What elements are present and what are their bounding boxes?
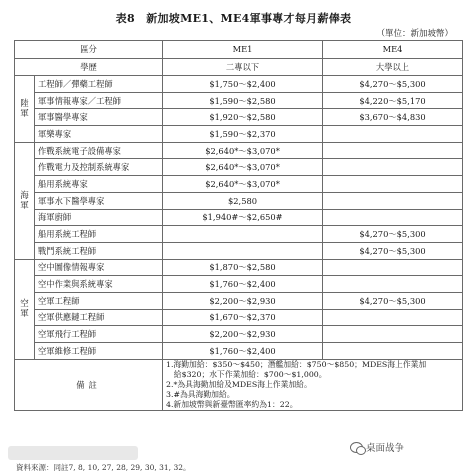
source-note: 資料來源：同註7, 8, 10, 27, 28, 29, 30, 31, 32。	[16, 463, 191, 472]
specialty-name: 海軍廚師	[35, 209, 163, 226]
table-row	[15, 109, 463, 126]
watermark-text: 桌面战争	[366, 443, 405, 454]
notes-label: 備註	[15, 359, 163, 410]
me4-salary	[323, 326, 463, 343]
note-line: 4.新加坡幣與新臺幣匯率約為1：22。	[166, 399, 298, 409]
table-row	[15, 142, 463, 159]
me1-salary: $2,640*～$3,070*	[163, 142, 323, 159]
table-row	[15, 226, 463, 243]
branch-label	[15, 76, 35, 143]
me1-salary: $1,940#～$2,650#	[163, 209, 323, 226]
table-row	[15, 159, 463, 176]
me4-salary	[323, 276, 463, 293]
notes-content	[163, 359, 463, 410]
me1-salary: $1,760～$2,400	[163, 276, 323, 293]
note-line: 給$320；水下作業加給：$700～$1,000。	[166, 369, 327, 379]
me4-salary	[323, 176, 463, 193]
header-me4: ME4	[323, 41, 463, 59]
me4-salary: $4,270～$5,300	[323, 242, 463, 259]
header-me1: ME1	[163, 41, 323, 59]
table-row	[15, 76, 463, 93]
me4-salary: $4,270～$5,300	[323, 76, 463, 93]
me4-salary: $4,220～$5,170	[323, 92, 463, 109]
header-row-education	[15, 58, 463, 76]
me4-salary	[323, 142, 463, 159]
table-row	[15, 176, 463, 193]
note-line: 1.海勤加給：$350～$450；潛艦加給：$750～$850；MDES海上作業加	[166, 359, 427, 369]
specialty-name: 軍事醫學專家	[35, 109, 163, 126]
me1-salary: $2,640*～$3,070*	[163, 159, 323, 176]
specialty-name: 空中作業與系統專家	[35, 276, 163, 293]
table-row	[15, 309, 463, 326]
branch-char: 陸	[20, 98, 29, 109]
specialty-name: 軍事情報專家／工程師	[35, 92, 163, 109]
specialty-name: 空軍供應鏈工程師	[35, 309, 163, 326]
me4-salary	[323, 259, 463, 276]
me1-salary: $1,670～$2,370	[163, 309, 323, 326]
branch-char: 軍	[20, 200, 29, 211]
specialty-name: 船用系統專家	[35, 176, 163, 193]
me4-salary: $4,270～$5,300	[323, 292, 463, 309]
header-me1-education: 二專以下	[163, 58, 323, 76]
me1-salary: $2,200～$2,930	[163, 292, 323, 309]
table-row	[15, 276, 463, 293]
scan-smudge	[8, 446, 138, 460]
branch-label	[15, 142, 35, 259]
me4-salary	[323, 159, 463, 176]
unit-note: （單位：新加坡幣）	[376, 29, 453, 39]
notes-row	[15, 359, 463, 410]
specialty-name: 船用系統工程師	[35, 226, 163, 243]
specialty-name: 戰鬥系統工程師	[35, 242, 163, 259]
me1-salary: $2,200～$2,930	[163, 326, 323, 343]
branch-char: 軍	[20, 108, 29, 119]
me4-salary: $3,670～$4,830	[323, 109, 463, 126]
specialty-name: 作戰系統電子設備專家	[35, 142, 163, 159]
branch-label	[15, 259, 35, 359]
header-category: 區分	[15, 41, 163, 59]
watermark	[350, 440, 404, 454]
chat-bubble-icon	[350, 442, 363, 453]
note-line: 3.#為具海勤加給。	[166, 389, 235, 399]
me1-salary: $2,640*～$3,070*	[163, 176, 323, 193]
me4-salary	[323, 343, 463, 360]
me1-salary: $1,870～$2,580	[163, 259, 323, 276]
me4-salary: $4,270～$5,300	[323, 226, 463, 243]
table-row	[15, 192, 463, 209]
specialty-name: 空軍維修工程師	[35, 343, 163, 360]
specialty-name: 空軍飛行工程師	[35, 326, 163, 343]
table-row	[15, 292, 463, 309]
table-row	[15, 343, 463, 360]
specialty-name: 空軍工程師	[35, 292, 163, 309]
specialty-name: 軍樂專家	[35, 126, 163, 143]
me4-salary	[323, 309, 463, 326]
me1-salary	[163, 226, 323, 243]
table-row	[15, 92, 463, 109]
table-row	[15, 326, 463, 343]
note-line: 2.*為具海勤加給及MDES海上作業加給。	[166, 379, 312, 389]
header-row-category	[15, 41, 463, 59]
table-row	[15, 209, 463, 226]
table-row	[15, 126, 463, 143]
specialty-name: 空中圖像情報專家	[35, 259, 163, 276]
me1-salary: $1,590～$2,580	[163, 92, 323, 109]
me1-salary: $1,590～$2,370	[163, 126, 323, 143]
specialty-name: 工程師／彈藥工程師	[35, 76, 163, 93]
header-me4-education: 大學以上	[323, 58, 463, 76]
me1-salary	[163, 242, 323, 259]
me1-salary: $1,920～$2,580	[163, 109, 323, 126]
me4-salary	[323, 192, 463, 209]
table-title: 表8 新加坡ME1、ME4軍事專才每月薪俸表	[115, 12, 352, 25]
salary-table	[14, 40, 463, 411]
me1-salary: $1,760～$2,400	[163, 343, 323, 360]
me1-salary: $2,580	[163, 192, 323, 209]
branch-char: 空	[20, 299, 29, 310]
header-education: 學歷	[15, 58, 163, 76]
specialty-name: 軍事水下醫學專家	[35, 192, 163, 209]
table-row	[15, 259, 463, 276]
branch-char: 軍	[20, 309, 29, 320]
table-row	[15, 242, 463, 259]
specialty-name: 作戰電力及控制系統專家	[35, 159, 163, 176]
branch-char: 海	[20, 190, 29, 201]
me4-salary	[323, 126, 463, 143]
me4-salary	[323, 209, 463, 226]
me1-salary: $1,750～$2,400	[163, 76, 323, 93]
